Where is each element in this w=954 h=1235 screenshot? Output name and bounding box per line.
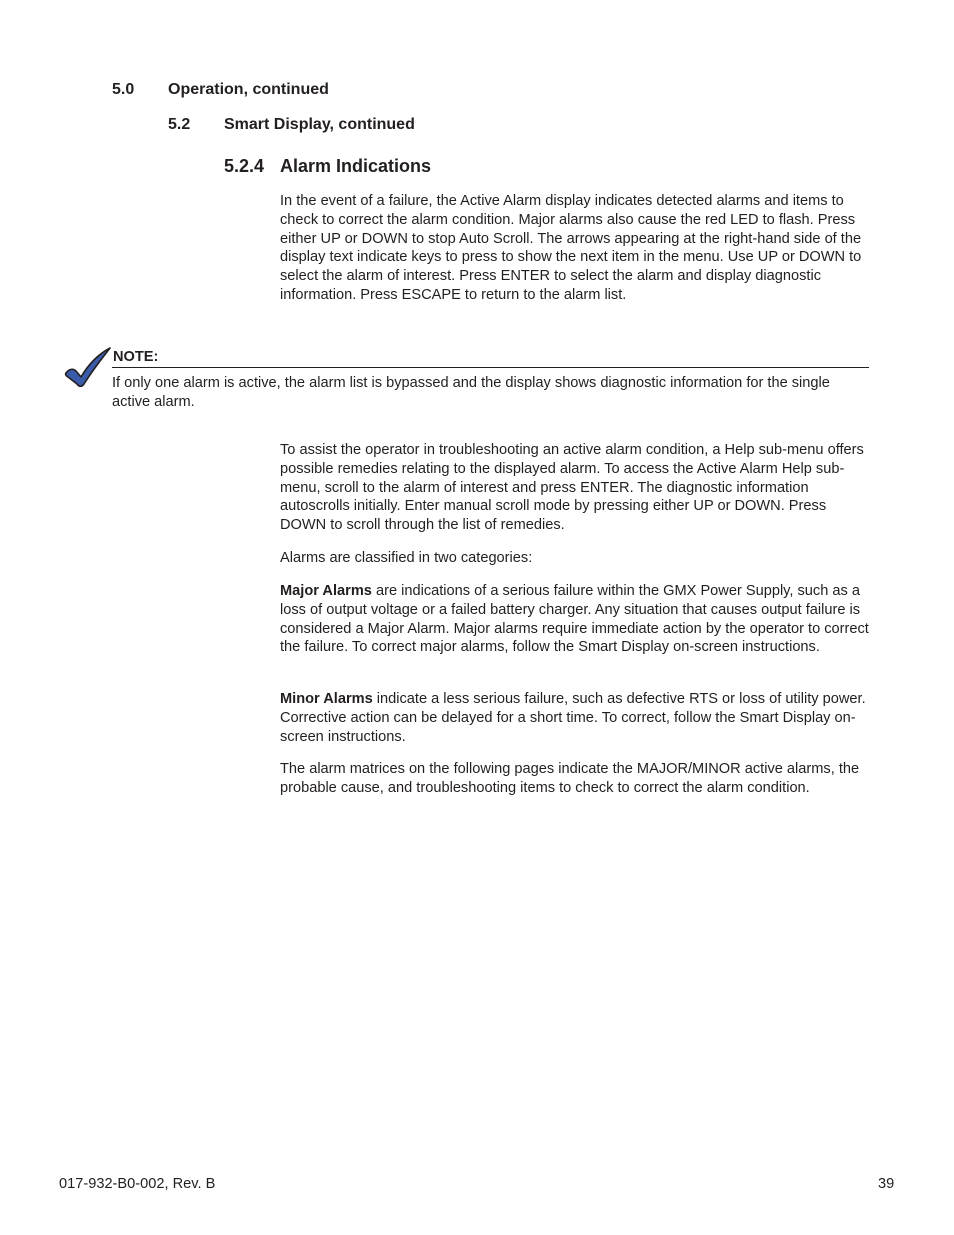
subsection-title: Smart Display, continued (224, 116, 415, 133)
footer-page-number: 39 (878, 1176, 895, 1192)
major-alarms-term: Major Alarms (280, 583, 372, 599)
categories-intro: Alarms are classified in two categories: (280, 550, 533, 566)
minor-alarms-text: indicate a less serious failure, such as defective RTS or loss of utility power. Corrective action can be delayed for a short time. To correct, follow the Smart Display on-screen instructions. (280, 691, 866, 745)
subsubsection-number: 5.2.4 (224, 156, 265, 176)
checkmark-icon (64, 346, 112, 388)
major-alarms-paragraph (280, 582, 872, 657)
intro-paragraph: In the event of a failure, the Active Alarm display indicates detected alarms and items to check to correct the alarm condition. Major alarms also cause the red LED to flash. Press either UP or DOWN to stop Auto Scroll. The arrows appearing at the right-hand side of the display text indicate keys to press to show the next item in the menu. Use UP or DOWN to select the alarm of interest. Press ENTER to select the alarm and display diagnostic information. Press ESCAPE to return to the alarm list. (280, 193, 862, 303)
minor-alarms-term: Minor Alarms (280, 691, 373, 707)
help-paragraph: To assist the operator in troubleshooting an active alarm condition, a Help sub-menu offers possible remedies relating to the displayed alarm. To access the Active Alarm Help sub-menu, scroll to the alarm of interest and press ENTER. The diagnostic information autoscrolls initially. Enter manual scroll mode by pressing either UP or DOWN. Press DOWN to scroll through the list of remedies. (280, 442, 864, 534)
subsubsection-title: Alarm Indications (280, 156, 432, 176)
note-text: If only one alarm is active, the alarm list is bypassed and the display shows diagnostic information for the single active alarm. (112, 375, 830, 410)
section-number: 5.0 (112, 81, 135, 98)
note-divider (112, 367, 869, 368)
minor-alarms-paragraph (280, 690, 872, 746)
section-title: Operation, continued (168, 81, 329, 98)
note-label: NOTE: (113, 349, 159, 365)
matrices-paragraph: The alarm matrices on the following pages indicate the MAJOR/MINOR active alarms, the probable cause, and troubleshooting items to check to correct the alarm condition. (280, 761, 860, 796)
major-alarms-text: are indications of a serious failure within the GMX Power Supply, such as a loss of output voltage or a failed battery charger. Any situation that causes output failure is considered a Major Alarm. Major alarms require immediate action by the operator to correct the failure. To correct major alarms, follow the Smart Display on-screen instructions. (280, 583, 869, 656)
subsection-number: 5.2 (168, 116, 191, 133)
footer-doc-number: 017-932-B0-002, Rev. B (59, 1176, 216, 1192)
